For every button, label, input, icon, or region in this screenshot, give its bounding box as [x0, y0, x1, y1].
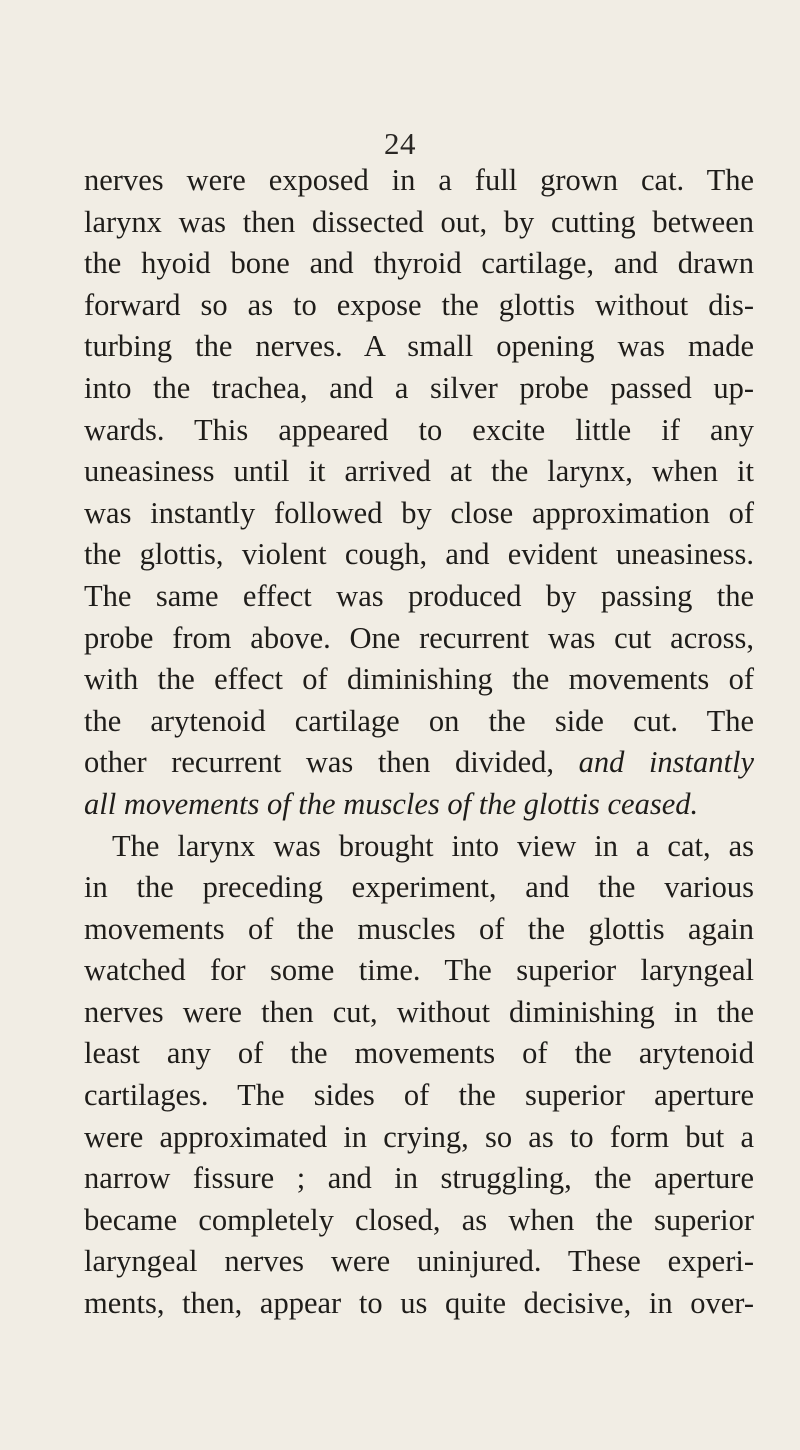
- text-line: the glottis, violent cough, and evident uneasiness.: [84, 537, 754, 572]
- italic-emphasis: and instantly: [578, 745, 755, 780]
- text-line: laryngeal nerves were uninjured. These experi-: [84, 1244, 754, 1279]
- text-line: watched for some time. The superior laryngeal: [84, 953, 754, 988]
- italic-emphasis-line: all movements of the muscles of the glottis ceased.: [84, 786, 699, 821]
- text-line: nerves were exposed in a full grown cat. The: [84, 163, 754, 197]
- text-line: narrow fissure ; and in struggling, the aperture: [84, 1161, 754, 1196]
- text-line: into the trachea, and a silver probe passed up-: [84, 370, 754, 405]
- text-line: The same effect was produced by passing the: [84, 578, 754, 613]
- text-line: the hyoid bone and thyroid cartilage, and drawn: [84, 246, 754, 281]
- text-line: cartilages. The sides of the superior aperture: [84, 1078, 754, 1113]
- text-line: wards. This appeared to excite little if any: [84, 412, 754, 447]
- body-text: [84, 160, 754, 1325]
- text-line: became completely closed, as when the superior: [84, 1202, 754, 1237]
- paragraph-start-line: The larynx was brought into view in a cat, as: [112, 828, 754, 863]
- text-line-roman: other recurrent was then divided,: [84, 745, 555, 780]
- text-line: probe from above. One recurrent was cut across,: [84, 620, 754, 655]
- text-line: in the preceding experiment, and the various: [84, 870, 754, 905]
- text-line: were approximated in crying, so as to form but a: [84, 1119, 754, 1154]
- text-line: with the effect of diminishing the movements of: [84, 662, 754, 697]
- text-line: the arytenoid cartilage on the side cut. The: [84, 703, 754, 738]
- text-line-mixed: [84, 742, 754, 784]
- text-line: forward so as to expose the glottis without dis-: [84, 287, 754, 322]
- text-line: turbing the nerves. A small opening was made: [84, 329, 754, 364]
- text-line: uneasiness until it arrived at the larynx, when it: [84, 454, 754, 489]
- text-line: least any of the movements of the arytenoid: [84, 1036, 754, 1071]
- text-line: larynx was then dissected out, by cutting between: [84, 204, 754, 239]
- page-number: 24: [384, 126, 416, 161]
- text-line: nerves were then cut, without diminishing in the: [84, 994, 754, 1029]
- text-line: movements of the muscles of the glottis again: [84, 911, 754, 946]
- text-line: was instantly followed by close approximation of: [84, 495, 754, 530]
- text-line: ments, then, appear to us quite decisive, in over-: [84, 1286, 754, 1321]
